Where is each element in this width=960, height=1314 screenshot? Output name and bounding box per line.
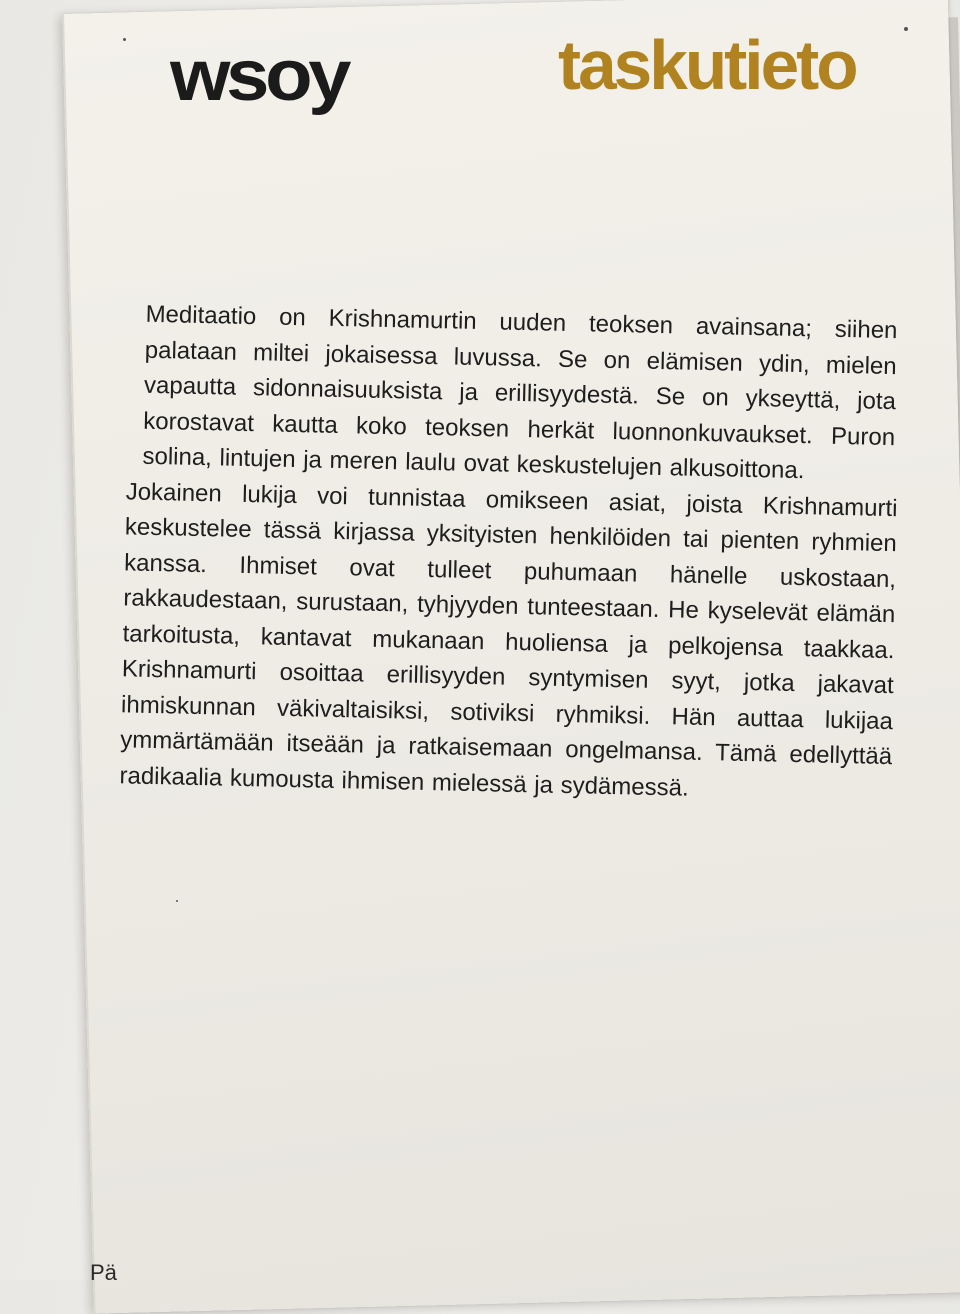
paper-speck bbox=[904, 27, 908, 31]
cut-off-bottom-text: Pä bbox=[90, 1260, 117, 1285]
paper-speck bbox=[176, 900, 178, 902]
blurb-paragraph-2: Jokainen lukija voi tunnistaa omikseen asiat, joista Krishnamurti keskustelee tässä kirjassa yksityisten henkilöiden tai pienten ryhmien kanssa. Ihmiset ovat tulleet puhumaan hänelle uskostaan, rakkaudestaan, surustaan, tyhjyyden tunteestaan. He kyselevät elämän tarkoitusta, kantavat mukanaan huoliensa ja pelkojensa taakkaa. Krishnamurti osoittaa erillisyyden syntymisen syyt, jotka jakavat ihmiskunnan väkivaltaisiksi, sotiviksi ryhmiksi. Hän auttaa lukijaa ymmärtämään itseään ja ratkaisemaan ongelmansa. Tämä edellyttää radikaalia kumousta ihmisen mielessä ja sydämessä. bbox=[119, 477, 898, 802]
blurb-paragraph-1: Meditaatio on Krishnamurtin uuden teoksen avainsana; siihen palataan miltei jokaisessa luvussa. Se on elämisen ydin, mielen vapautta sidonnaisuuksista ja erillisyydestä. Se on ykseyttä, jota korostavat kautta koko teoksen herkät luonnonkuvaukset. Puron solina, lintujen ja meren laulu ovat keskustelujen alkusoittona. bbox=[142, 300, 898, 485]
paper-speck bbox=[123, 38, 126, 41]
cover-blurb bbox=[101, 296, 912, 810]
series-logo: taskutieto bbox=[558, 26, 856, 104]
publisher-logo: wsoy bbox=[170, 36, 348, 116]
